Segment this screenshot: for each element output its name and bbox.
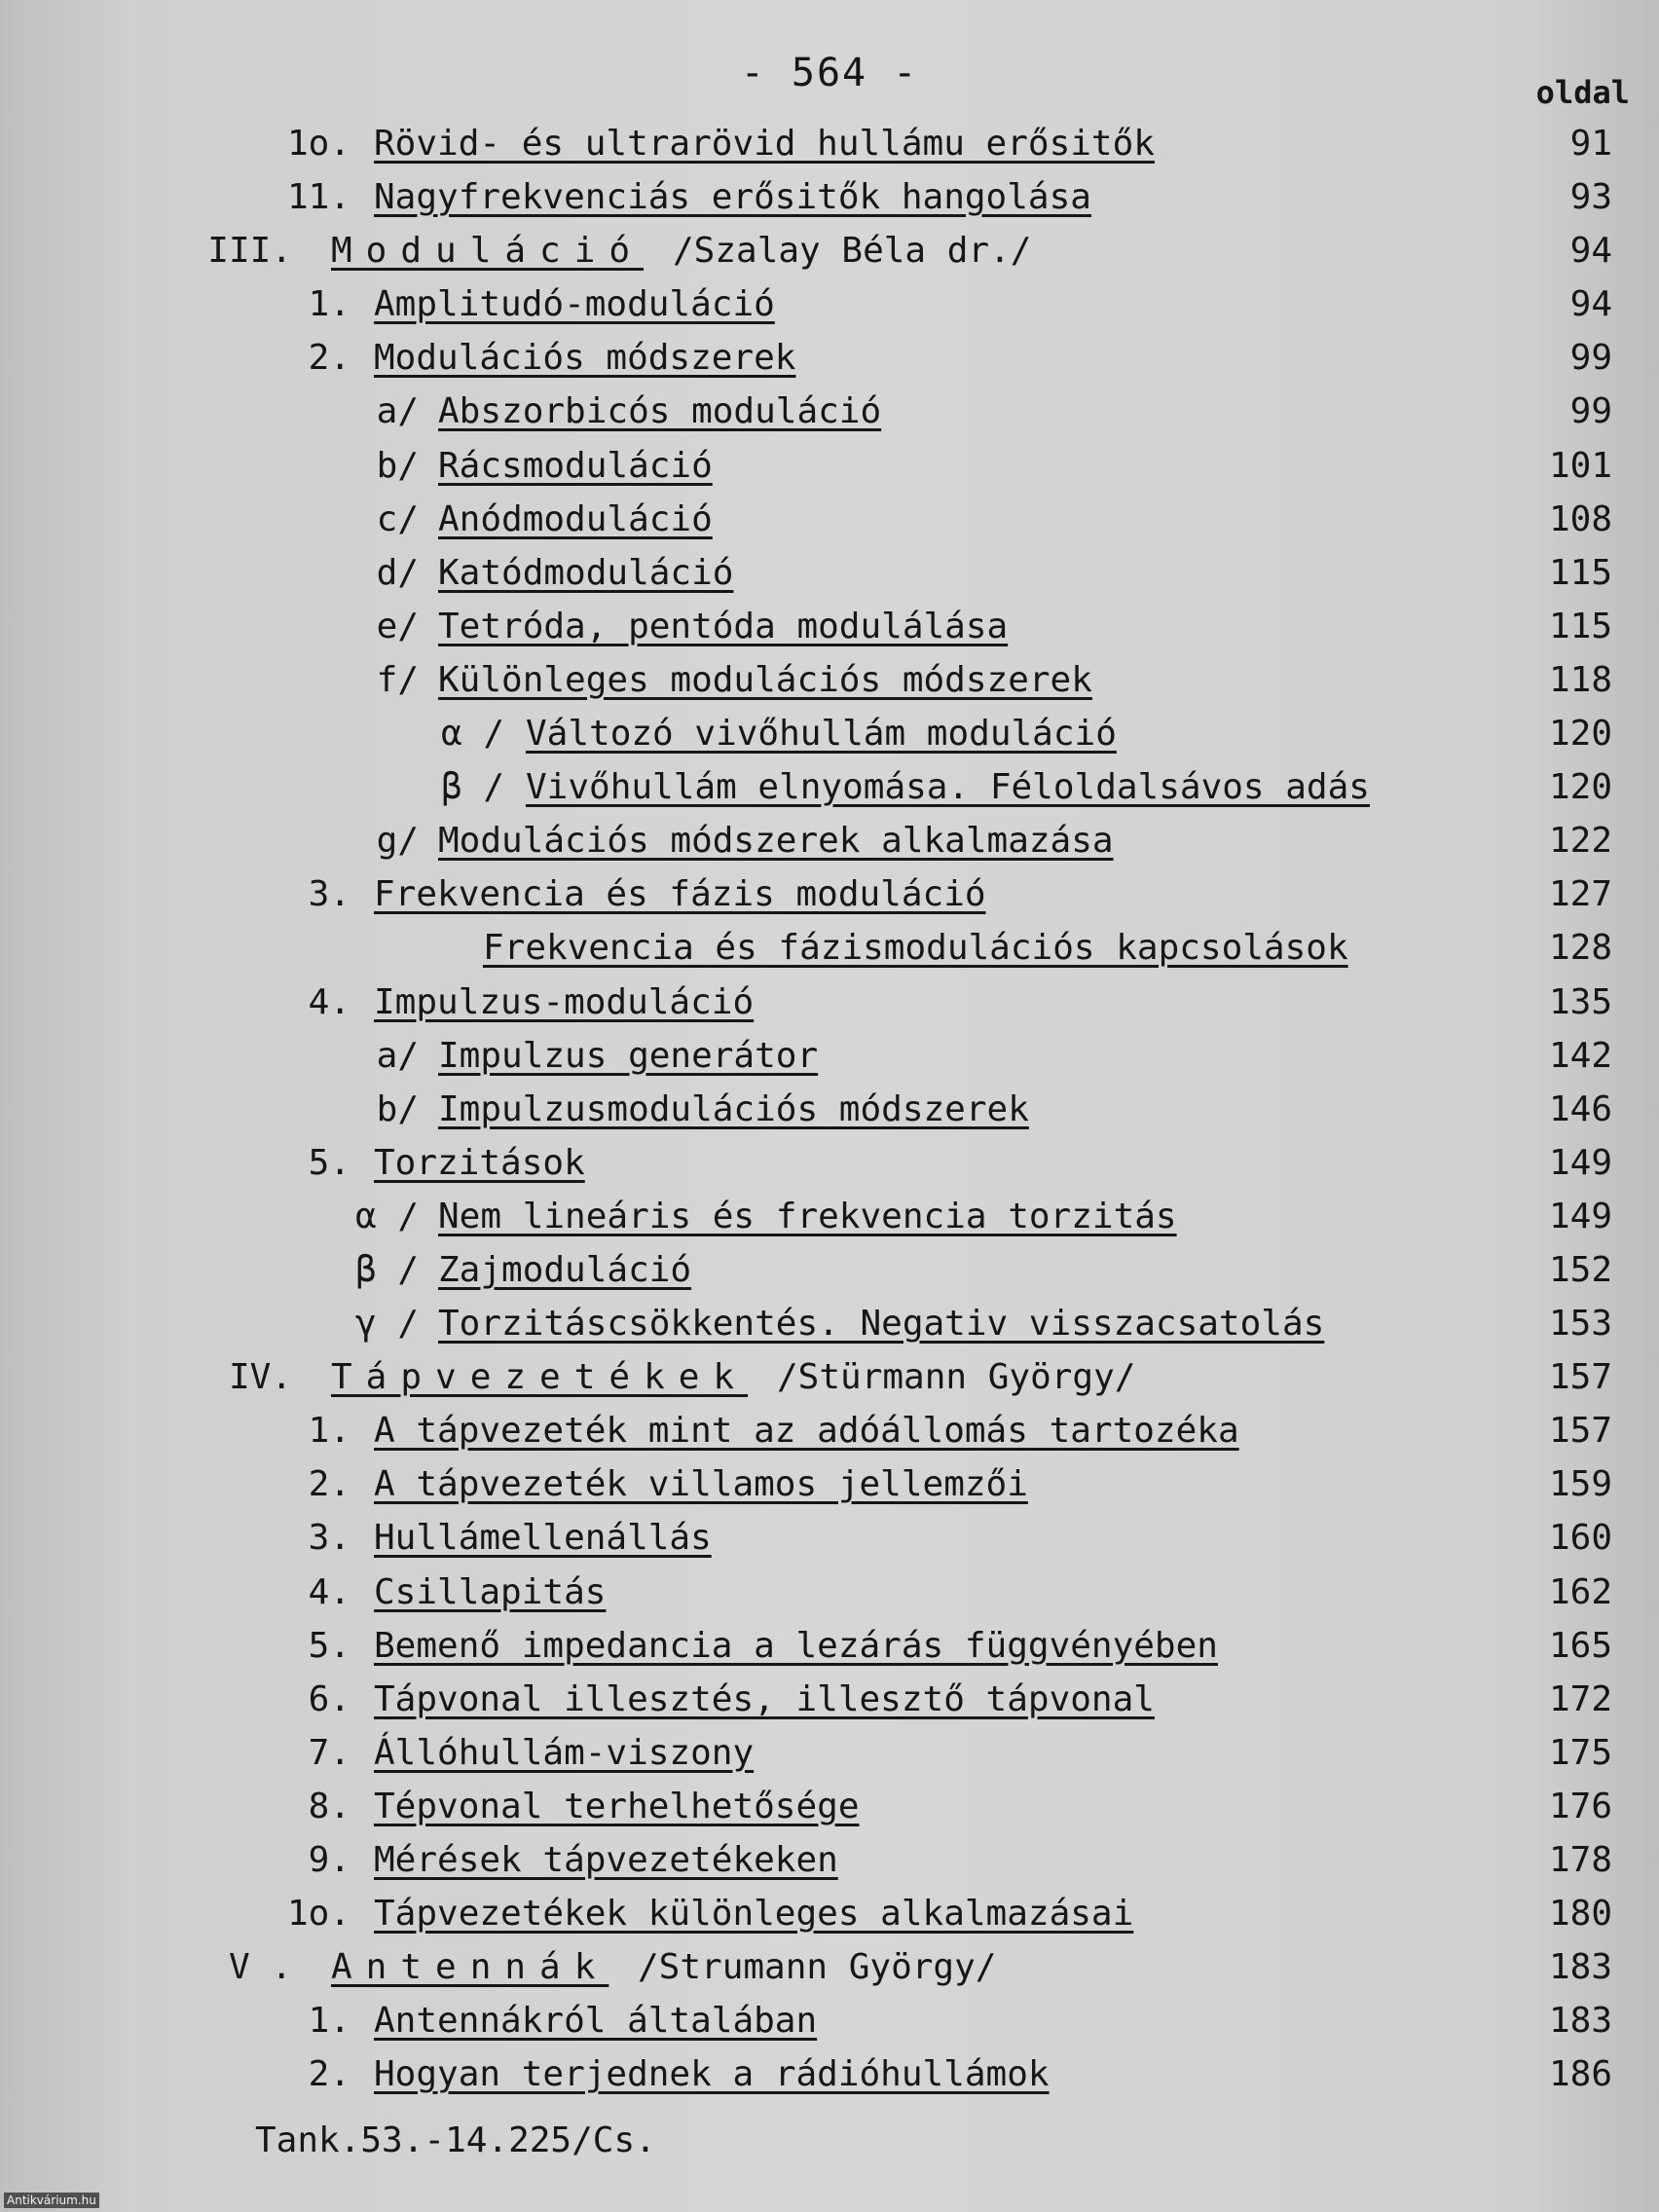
toc-entry [0,1511,1659,1565]
toc-entry-title: Impulzus generátor [438,1035,819,1076]
toc-entry-number: 4. [308,981,350,1022]
toc-entry-title: Rövid- és ultrarövid hullámu erősitők [374,124,1155,164]
toc-entry-page: 149 [1548,1196,1612,1236]
toc-entry [0,277,1659,331]
toc-entry-number: f/ [376,659,419,700]
toc-entry-page: 118 [1548,659,1612,700]
toc-entry [0,1136,1659,1190]
toc-entry-page: 99 [1569,391,1612,432]
toc-entry [0,1243,1659,1297]
toc-entry-page: 128 [1548,928,1612,969]
toc-entry-number: α / [354,1196,419,1236]
toc-entry-number: 11. [286,177,350,218]
toc-entry-number: 1o. [286,124,350,164]
toc-entry-number: b/ [376,445,419,486]
toc-entry [0,814,1659,867]
toc-entry-title: Torzitáscsökkentés. Negativ visszacsatolás [438,1304,1325,1345]
toc-entry-number: 1. [308,1411,350,1452]
toc-entry-number: 1. [308,2001,350,2042]
toc-entry-number: 8. [308,1786,350,1826]
toc-entry-number: 4. [308,1571,350,1612]
toc-entry-title: Nagyfrekvenciás erősitők hangolása [374,177,1091,218]
toc-entry [0,760,1659,814]
toc-entry-page: 157 [1548,1357,1612,1398]
toc-entry-author: /Stürmann György/ [777,1357,1136,1398]
toc-entry-title: Modulációs módszerek alkalmazása [438,821,1114,862]
toc-entry-page: 186 [1548,2054,1612,2095]
toc-entry-page: 99 [1569,338,1612,379]
toc-entry-title: Impulzusmodulációs módszerek [438,1088,1029,1129]
toc-entry-number: b/ [376,1088,419,1129]
toc-entry-number: 5. [308,1142,350,1183]
toc-entry-page: 108 [1548,498,1612,539]
toc-entry [0,170,1659,224]
toc-entry-number: IV. [228,1357,292,1398]
toc-entry [0,1833,1659,1887]
toc-entry-number: 7. [308,1732,350,1773]
toc-entry [0,1673,1659,1726]
toc-entry [0,707,1659,760]
toc-entry-page: 157 [1548,1411,1612,1452]
toc-entry-number: e/ [376,606,419,646]
toc-entry-title: Bemenő impedancia a lezárás függvényében [374,1625,1218,1666]
toc-entry-page: 127 [1548,874,1612,915]
toc-entry [0,976,1659,1029]
toc-entry [0,546,1659,600]
toc-entry-number: 3. [308,1518,350,1559]
toc-entry-title: Tépvonal terhelhetősége [374,1786,860,1826]
toc-entry-page: 142 [1548,1035,1612,1076]
toc-entry-number: β / [354,1249,419,1290]
toc-entry-number: α / [440,714,504,755]
toc-entry [0,1457,1659,1511]
toc-entry-title: Tápvonal illesztés, illesztő tápvonal [374,1678,1155,1719]
toc-entry [0,1566,1659,1619]
toc-entry-title: Vivőhullám elnyomása. Féloldalsávos adás [526,767,1370,808]
toc-entry [0,1780,1659,1833]
toc-entry-number: V . [228,1947,292,1988]
toc-entry-number: γ / [354,1304,419,1345]
toc-entry-title: Anódmoduláció [438,498,713,539]
toc-entry-title: Torzitások [374,1142,585,1183]
toc-entry-title: Antennák [331,1947,609,1988]
toc-entry-title: Csillapitás [374,1571,607,1612]
toc-entry-page: 172 [1548,1678,1612,1719]
toc-entry [0,439,1659,493]
toc-entry-number: 3. [308,874,350,915]
toc-entry-page: 115 [1548,552,1612,593]
toc-entry-number: 6. [308,1678,350,1719]
toc-entry-number: III. [207,231,292,272]
toc-entry-page: 115 [1548,606,1612,646]
toc-entry-number: 2. [308,2054,350,2095]
toc-entry-number: β / [440,767,504,808]
page-number: - 564 - [740,51,919,95]
toc-entry-number: 2. [308,1464,350,1505]
toc-entry-number: 2. [308,338,350,379]
toc-entry-title: Moduláció [331,231,645,272]
toc-entry-page: 93 [1569,177,1612,218]
toc-entry-number: 9. [308,1840,350,1880]
toc-entry-title: Katódmoduláció [438,552,734,593]
toc-entry [0,1083,1659,1136]
toc-entry-title: Tápvezetékek különleges alkalmazásai [374,1894,1134,1935]
toc-entry [0,1297,1659,1350]
footer-reference: Tank.53.-14.225/Cs. [255,2120,656,2160]
toc-entry-title: A tápvezeték villamos jellemzői [374,1464,1028,1505]
toc-entry-title: Frekvencia és fázismodulációs kapcsolások [483,928,1348,969]
toc-entry-title: Rácsmoduláció [438,445,713,486]
toc-entry-number: d/ [376,552,419,593]
toc-entry-page: 160 [1548,1518,1612,1559]
toc-entry-page: 94 [1569,284,1612,325]
toc-entry-number: 1o. [286,1894,350,1935]
toc-entry-title: A tápvezeték mint az adóállomás tartozéka [374,1411,1239,1452]
toc-entry-page: 153 [1548,1304,1612,1345]
toc-entry [0,224,1659,277]
toc-entry-title: Zajmoduláció [438,1249,692,1290]
toc-entry-page: 149 [1548,1142,1612,1183]
toc-entry [0,1726,1659,1780]
toc-entry-author: /Strumann György/ [638,1947,997,1988]
toc-entry-page: 135 [1548,981,1612,1022]
toc-entry-title: Változó vivőhullám moduláció [526,714,1117,755]
toc-entry [0,1029,1659,1083]
toc-entry [0,1350,1659,1404]
toc-entry [0,1190,1659,1243]
toc-entry-title: Modulációs módszerek [374,338,796,379]
toc-entry-page: 94 [1569,231,1612,272]
toc-entry [0,867,1659,921]
toc-entry-title: Hogyan terjednek a rádióhullámok [374,2054,1050,2095]
toc-entry [0,385,1659,438]
toc-entry-number: a/ [376,1035,419,1076]
toc-entry [0,921,1659,975]
toc-entry-page: 165 [1548,1625,1612,1666]
toc-entry-number: g/ [376,821,419,862]
toc-entry-page: 178 [1548,1840,1612,1880]
toc-entry [0,1887,1659,1940]
toc-entry-page: 162 [1548,1571,1612,1612]
toc-entry-author: /Szalay Béla dr./ [673,231,1032,272]
toc-entry-number: 1. [308,284,350,325]
toc-entry [0,117,1659,170]
toc-entry-number: c/ [376,498,419,539]
toc-entry [0,1404,1659,1457]
toc-entry-title: Tetróda, pentóda modulálása [438,606,1009,646]
toc-entry-page: 152 [1548,1249,1612,1290]
toc-entry [0,653,1659,707]
toc-entry-title: Frekvencia és fázis moduláció [374,874,986,915]
toc-entry [0,1619,1659,1673]
toc-entry-page: 91 [1569,124,1612,164]
toc-entry-title: Mérések tápvezetékeken [374,1840,838,1880]
toc-entry [0,2047,1659,2101]
toc-entry-title: Abszorbicós moduláció [438,391,882,432]
toc-entry-title: Állóhullám-viszony [374,1732,755,1773]
toc-entry-title: Tápvezetékek [331,1357,749,1398]
toc-entry-page: 180 [1548,1894,1612,1935]
toc-entry [0,493,1659,546]
toc-entry [0,1940,1659,1994]
toc-entry-page: 159 [1548,1464,1612,1505]
watermark: Antikvárium.hu [4,2193,99,2208]
toc-entry-page: 120 [1548,714,1612,755]
toc-entry [0,1994,1659,2047]
toc-entry-title: Különleges modulációs módszerek [438,659,1092,700]
toc-entry-page: 101 [1548,445,1612,486]
toc-entry-title: Hullámellenállás [374,1518,712,1559]
toc-entry-title: Amplitudó-moduláció [374,284,775,325]
toc-entry [0,600,1659,653]
toc-entry-title: Impulzus-moduláció [374,981,755,1022]
toc-entry-title: Nem lineáris és frekvencia torzitás [438,1196,1177,1236]
toc-entry-page: 183 [1548,2001,1612,2042]
toc-entry-page: 176 [1548,1786,1612,1826]
toc-entry-page: 175 [1548,1732,1612,1773]
toc-entry-page: 146 [1548,1088,1612,1129]
toc-entry-page: 120 [1548,767,1612,808]
toc-entry [0,331,1659,385]
toc-entry-number: 5. [308,1625,350,1666]
toc-entry-page: 183 [1548,1947,1612,1988]
table-of-contents [0,117,1659,2101]
page-column-label: oldal [1535,74,1630,111]
toc-entry-title: Antennákról általában [374,2001,818,2042]
toc-entry-number: a/ [376,391,419,432]
toc-entry-page: 122 [1548,821,1612,862]
